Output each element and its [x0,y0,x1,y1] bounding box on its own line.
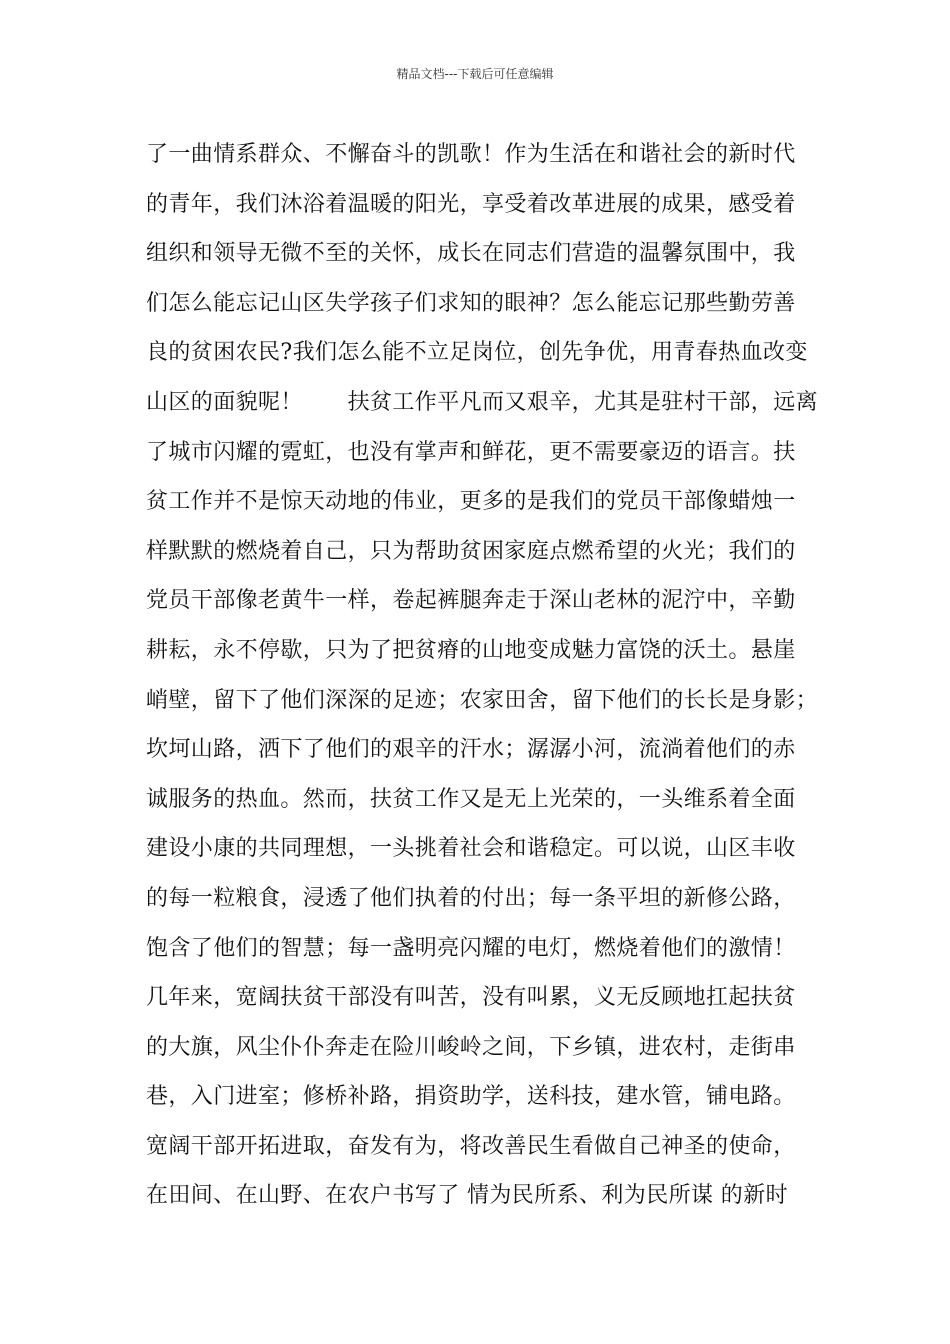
text-line: 的青年，我们沐浴着温暖的阳光，享受着改革进展的成果，感受着 [146,191,796,217]
text-line: 诚服务的热血。然而，扶贫工作又是无上光荣的，一头维系着全面 [146,786,796,812]
text-line: 耕耘，永不停歇，只为了把贫瘠的山地变成魅力富饶的沃土。悬崖 [146,637,796,663]
text-line: 坎坷山路，洒下了他们的艰辛的汗水；潺潺小河，流淌着他们的赤 [146,737,796,763]
text-line: 了城市闪耀的霓虹，也没有掌声和鲜花，更不需要豪迈的语言。扶 [146,439,796,465]
text-line: 党员干部像老黄牛一样，卷起裤腿奔走于深山老林的泥泞中，辛勤 [146,588,796,614]
text-line: 建设小康的共同理想，一头挑着社会和谐稳定。可以说，山区丰收 [146,836,796,862]
text-line: 宽阔干部开拓进取，奋发有为，将改善民生看做自己神圣的使命， [146,1133,796,1159]
page-header: 精品文档---下载后可任意编辑 [396,67,554,81]
text-line: 了一曲情系群众、不懈奋斗的凯歌！作为生活在和谐社会的新时代 [146,142,796,167]
text-line: 的每一粒粮食，浸透了他们执着的付出；每一条平坦的新修公路， [146,885,796,911]
text-line: 峭壁，留下了他们深深的足迹；农家田舍，留下他们的长长是身影； [146,687,819,713]
text-line: 的大旗，风尘仆仆奔走在险川峻岭之间，下乡镇，进农村，走街串 [146,1034,796,1060]
body-text [146,130,826,1221]
text-line: 贫工作并不是惊天动地的伟业，更多的是我们的党员干部像蜡烛一 [146,489,796,515]
text-line: 样默默的燃烧着自己，只为帮助贫困家庭点燃希望的火光；我们的 [146,538,796,564]
text-line: 们怎么能忘记山区失学孩子们求知的眼神？怎么能忘记那些勤劳善 [146,290,796,316]
text-line: 在田间、在山野、在农户书写了 情为民所系、利为民所谋 的新时 [146,1183,788,1209]
text-line: 良的贫困农民?我们怎么能不立足岗位，创先争优，用青春热血改变 [146,340,808,366]
text-line: 饱含了他们的智慧；每一盏明亮闪耀的电灯，燃烧着他们的激情！ [146,935,796,961]
text-line: 巷，入门进室；修桥补路，捐资助学，送科技，建水管，铺电路。 [146,1084,796,1110]
text-line: 几年来，宽阔扶贫干部没有叫苦，没有叫累，义无反顾地扛起扶贫 [146,985,796,1011]
text-line: 组织和领导无微不至的关怀，成长在同志们营造的温馨氛围中，我 [146,241,796,267]
text-line: 山区的面貌呢！ 扶贫工作平凡而又艰辛，尤其是驻村干部，远离 [146,389,819,415]
